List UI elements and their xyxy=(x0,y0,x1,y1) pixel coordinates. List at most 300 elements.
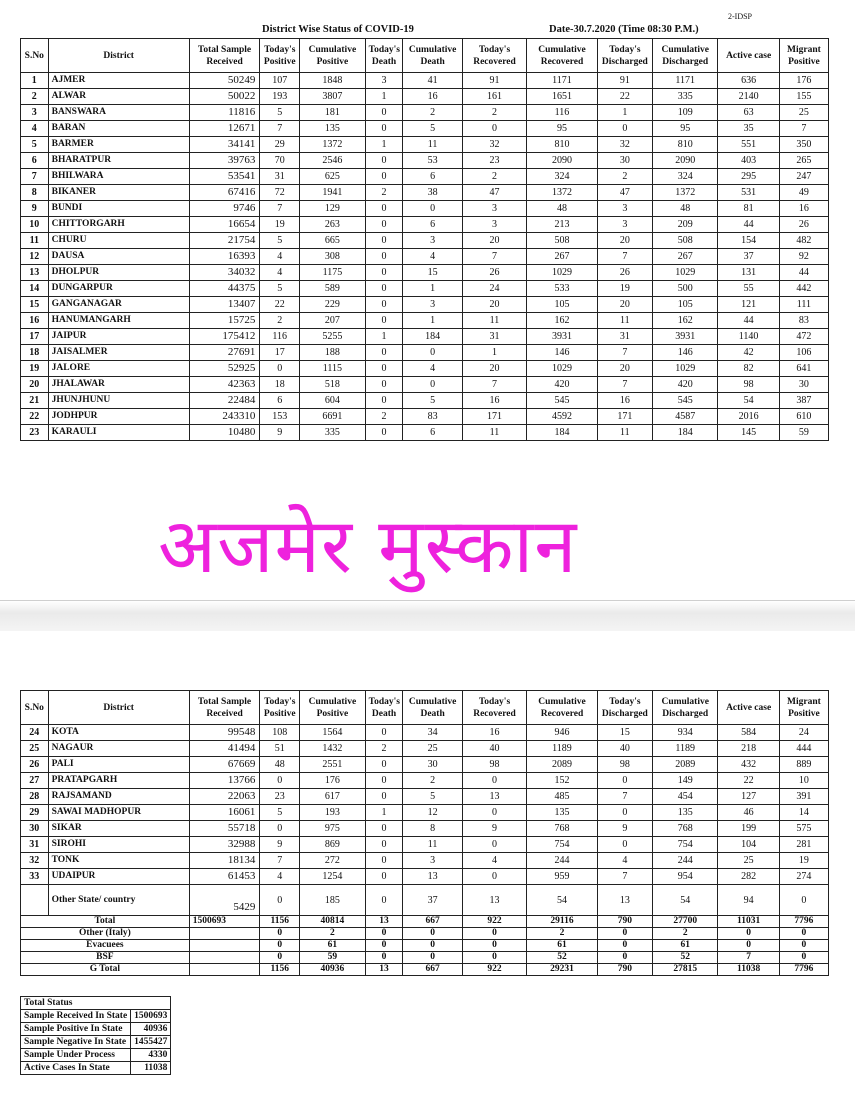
district-name: AJMER xyxy=(48,73,189,89)
serial-number: 17 xyxy=(21,329,49,345)
cumulative-positive: 129 xyxy=(300,201,365,217)
summary-label: Other (Italy) xyxy=(21,928,190,940)
table-row xyxy=(21,805,829,821)
migrant-positive: 482 xyxy=(779,233,828,249)
column-header: Cumulative Discharged xyxy=(652,691,717,725)
summary-value: 61 xyxy=(652,940,717,952)
cumulative-death: 2 xyxy=(403,773,462,789)
cumulative-recovered: 1372 xyxy=(527,185,598,201)
summary-value: 40936 xyxy=(300,964,365,976)
todays-discharged: 31 xyxy=(597,329,652,345)
migrant-positive: 281 xyxy=(779,837,828,853)
cumulative-death: 1 xyxy=(403,281,462,297)
todays-positive: 5 xyxy=(260,105,300,121)
summary-value xyxy=(189,964,260,976)
total-sample-received: 50022 xyxy=(189,89,260,105)
table-row xyxy=(21,869,829,885)
table-row xyxy=(21,169,829,185)
todays-recovered: 16 xyxy=(462,725,526,741)
todays-discharged: 98 xyxy=(597,757,652,773)
todays-recovered: 20 xyxy=(462,361,526,377)
district-name: KARAULI xyxy=(48,425,189,441)
migrant-positive: 106 xyxy=(779,345,828,361)
todays-death: 3 xyxy=(365,73,403,89)
active-case: 121 xyxy=(718,297,779,313)
active-case: 82 xyxy=(718,361,779,377)
active-case: 131 xyxy=(718,265,779,281)
summary-value: 11031 xyxy=(718,916,779,928)
table-row xyxy=(21,345,829,361)
todays-discharged: 22 xyxy=(597,89,652,105)
todays-discharged: 9 xyxy=(597,821,652,837)
cumulative-discharged: 754 xyxy=(652,837,717,853)
active-case: 25 xyxy=(718,853,779,869)
total-sample-received: 53541 xyxy=(189,169,260,185)
cumulative-positive: 229 xyxy=(300,297,365,313)
serial-number: 18 xyxy=(21,345,49,361)
serial-number: 14 xyxy=(21,281,49,297)
todays-positive: 19 xyxy=(260,217,300,233)
migrant-positive: 24 xyxy=(779,725,828,741)
todays-discharged: 20 xyxy=(597,233,652,249)
todays-positive: 48 xyxy=(260,757,300,773)
form-code: 2-IDSP xyxy=(728,12,753,21)
cumulative-death: 6 xyxy=(403,217,462,233)
cumulative-positive: 308 xyxy=(300,249,365,265)
todays-discharged: 0 xyxy=(597,805,652,821)
status-label: Active Cases In State xyxy=(21,1062,131,1075)
cumulative-recovered: 267 xyxy=(527,249,598,265)
column-header: Migrant Positive xyxy=(779,691,828,725)
todays-death: 0 xyxy=(365,837,403,853)
cumulative-death: 30 xyxy=(403,757,462,773)
total-status-table xyxy=(20,996,171,1075)
serial-number: 20 xyxy=(21,377,49,393)
district-name: UDAIPUR xyxy=(48,869,189,885)
summary-value: 29231 xyxy=(527,964,598,976)
migrant-positive: 25 xyxy=(779,105,828,121)
serial-number: 22 xyxy=(21,409,49,425)
active-case: 81 xyxy=(718,201,779,217)
todays-death: 0 xyxy=(365,885,403,916)
column-header: Total Sample Received xyxy=(189,39,260,73)
summary-value: 1500693 xyxy=(189,916,260,928)
todays-discharged: 171 xyxy=(597,409,652,425)
active-case: 55 xyxy=(718,281,779,297)
table-row xyxy=(21,741,829,757)
district-name: JALORE xyxy=(48,361,189,377)
district-name: DHOLPUR xyxy=(48,265,189,281)
todays-discharged: 3 xyxy=(597,217,652,233)
cumulative-discharged: 545 xyxy=(652,393,717,409)
serial-number: 25 xyxy=(21,741,49,757)
cumulative-discharged: 324 xyxy=(652,169,717,185)
migrant-positive: 247 xyxy=(779,169,828,185)
active-case: 44 xyxy=(718,217,779,233)
cumulative-positive: 135 xyxy=(300,121,365,137)
todays-positive: 5 xyxy=(260,805,300,821)
serial-number: 7 xyxy=(21,169,49,185)
migrant-positive: 111 xyxy=(779,297,828,313)
column-header: Cumulative Recovered xyxy=(527,691,598,725)
summary-value: 2 xyxy=(527,928,598,940)
migrant-positive: 176 xyxy=(779,73,828,89)
cumulative-recovered: 116 xyxy=(527,105,598,121)
summary-value: 922 xyxy=(462,964,526,976)
status-row xyxy=(21,1062,171,1075)
todays-discharged: 16 xyxy=(597,393,652,409)
cumulative-discharged: 934 xyxy=(652,725,717,741)
todays-death: 0 xyxy=(365,297,403,313)
todays-positive: 5 xyxy=(260,233,300,249)
serial-number: 26 xyxy=(21,757,49,773)
cumulative-death: 83 xyxy=(403,409,462,425)
cumulative-discharged: 1029 xyxy=(652,265,717,281)
table-row xyxy=(21,377,829,393)
total-sample-received: 5429 xyxy=(189,885,260,916)
migrant-positive: 610 xyxy=(779,409,828,425)
column-header: Total Sample Received xyxy=(189,691,260,725)
cumulative-recovered: 162 xyxy=(527,313,598,329)
migrant-positive: 391 xyxy=(779,789,828,805)
district-name: BUNDI xyxy=(48,201,189,217)
cumulative-death: 41 xyxy=(403,73,462,89)
table-row xyxy=(21,73,829,89)
total-sample-received: 34032 xyxy=(189,265,260,281)
serial-number: 30 xyxy=(21,821,49,837)
summary-value: 0 xyxy=(718,928,779,940)
report-date: Date-30.7.2020 (Time 08:30 P.M.) xyxy=(549,24,699,35)
table-row xyxy=(21,393,829,409)
column-header: Today's Recovered xyxy=(462,691,526,725)
migrant-positive: 49 xyxy=(779,185,828,201)
cumulative-discharged: 149 xyxy=(652,773,717,789)
summary-value: 0 xyxy=(365,952,403,964)
cumulative-positive: 1432 xyxy=(300,741,365,757)
todays-positive: 108 xyxy=(260,725,300,741)
cumulative-discharged: 135 xyxy=(652,805,717,821)
todays-death: 0 xyxy=(365,757,403,773)
district-name: BARMER xyxy=(48,137,189,153)
todays-death: 0 xyxy=(365,821,403,837)
cumulative-death: 8 xyxy=(403,821,462,837)
table-row xyxy=(21,265,829,281)
total-sample-received: 52925 xyxy=(189,361,260,377)
todays-discharged: 0 xyxy=(597,773,652,789)
district-name: NAGAUR xyxy=(48,741,189,757)
todays-positive: 29 xyxy=(260,137,300,153)
cumulative-death: 34 xyxy=(403,725,462,741)
serial-number: 5 xyxy=(21,137,49,153)
migrant-positive: 16 xyxy=(779,201,828,217)
todays-positive: 6 xyxy=(260,393,300,409)
todays-death: 0 xyxy=(365,265,403,281)
summary-label: Total xyxy=(21,916,190,928)
active-case: 63 xyxy=(718,105,779,121)
cumulative-positive: 1372 xyxy=(300,137,365,153)
active-case: 54 xyxy=(718,393,779,409)
status-label: Sample Positive In State xyxy=(21,1023,131,1036)
todays-discharged: 19 xyxy=(597,281,652,297)
todays-death: 0 xyxy=(365,789,403,805)
table-row xyxy=(21,885,829,916)
table-row xyxy=(21,329,829,345)
summary-row xyxy=(21,916,829,928)
todays-discharged: 2 xyxy=(597,169,652,185)
active-case: 432 xyxy=(718,757,779,773)
todays-positive: 116 xyxy=(260,329,300,345)
district-name: GANGANAGAR xyxy=(48,297,189,313)
active-case: 127 xyxy=(718,789,779,805)
todays-positive: 7 xyxy=(260,121,300,137)
serial-number: 4 xyxy=(21,121,49,137)
cumulative-positive: 1254 xyxy=(300,869,365,885)
todays-discharged: 7 xyxy=(597,869,652,885)
cumulative-recovered: 3931 xyxy=(527,329,598,345)
cumulative-discharged: 454 xyxy=(652,789,717,805)
todays-recovered: 32 xyxy=(462,137,526,153)
serial-number: 8 xyxy=(21,185,49,201)
active-case: 35 xyxy=(718,121,779,137)
todays-death: 0 xyxy=(365,773,403,789)
table-row xyxy=(21,853,829,869)
todays-death: 0 xyxy=(365,869,403,885)
migrant-positive: 889 xyxy=(779,757,828,773)
todays-recovered: 7 xyxy=(462,377,526,393)
todays-positive: 70 xyxy=(260,153,300,169)
migrant-positive: 14 xyxy=(779,805,828,821)
todays-discharged: 26 xyxy=(597,265,652,281)
table-row xyxy=(21,281,829,297)
todays-death: 1 xyxy=(365,137,403,153)
todays-death: 2 xyxy=(365,741,403,757)
summary-value: 52 xyxy=(527,952,598,964)
cumulative-discharged: 3931 xyxy=(652,329,717,345)
column-header: Today's Recovered xyxy=(462,39,526,73)
total-sample-received: 55718 xyxy=(189,821,260,837)
district-name: PRATAPGARH xyxy=(48,773,189,789)
migrant-positive: 19 xyxy=(779,853,828,869)
summary-value: 2 xyxy=(652,928,717,940)
todays-recovered: 20 xyxy=(462,297,526,313)
district-name: RAJSAMAND xyxy=(48,789,189,805)
cumulative-death: 3 xyxy=(403,233,462,249)
table-row xyxy=(21,217,829,233)
cumulative-recovered: 105 xyxy=(527,297,598,313)
todays-death: 1 xyxy=(365,805,403,821)
table-row xyxy=(21,837,829,853)
todays-discharged: 15 xyxy=(597,725,652,741)
cumulative-positive: 181 xyxy=(300,105,365,121)
serial-number: 23 xyxy=(21,425,49,441)
summary-value: 0 xyxy=(462,952,526,964)
todays-discharged: 11 xyxy=(597,425,652,441)
cumulative-discharged: 162 xyxy=(652,313,717,329)
active-case: 2140 xyxy=(718,89,779,105)
summary-value: 667 xyxy=(403,916,462,928)
migrant-positive: 10 xyxy=(779,773,828,789)
cumulative-positive: 1848 xyxy=(300,73,365,89)
summary-value: 0 xyxy=(462,928,526,940)
district-name: BARAN xyxy=(48,121,189,137)
cumulative-discharged: 2089 xyxy=(652,757,717,773)
column-header: District xyxy=(48,39,189,73)
cumulative-discharged: 1372 xyxy=(652,185,717,201)
district-table-part-2 xyxy=(20,690,829,976)
todays-positive: 193 xyxy=(260,89,300,105)
district-name: SAWAI MADHOPUR xyxy=(48,805,189,821)
total-sample-received: 22484 xyxy=(189,393,260,409)
cumulative-positive: 185 xyxy=(300,885,365,916)
serial-number: 12 xyxy=(21,249,49,265)
serial-number: 31 xyxy=(21,837,49,853)
todays-positive: 22 xyxy=(260,297,300,313)
column-header: Today's Positive xyxy=(260,691,300,725)
district-name: CHITTORGARH xyxy=(48,217,189,233)
total-sample-received: 67669 xyxy=(189,757,260,773)
status-label: Sample Under Process xyxy=(21,1049,131,1062)
todays-recovered: 13 xyxy=(462,789,526,805)
cumulative-discharged: 335 xyxy=(652,89,717,105)
migrant-positive: 472 xyxy=(779,329,828,345)
cumulative-discharged: 4587 xyxy=(652,409,717,425)
todays-discharged: 47 xyxy=(597,185,652,201)
column-header: Cumulative Positive xyxy=(300,39,365,73)
cumulative-recovered: 946 xyxy=(527,725,598,741)
todays-death: 0 xyxy=(365,313,403,329)
cumulative-discharged: 508 xyxy=(652,233,717,249)
column-header: S.No xyxy=(21,39,49,73)
cumulative-positive: 589 xyxy=(300,281,365,297)
cumulative-positive: 1115 xyxy=(300,361,365,377)
todays-death: 0 xyxy=(365,345,403,361)
summary-value: 7796 xyxy=(779,916,828,928)
summary-value: 0 xyxy=(365,928,403,940)
total-sample-received: 41494 xyxy=(189,741,260,757)
serial-number: 10 xyxy=(21,217,49,233)
summary-label: Evacuees xyxy=(21,940,190,952)
table-row xyxy=(21,121,829,137)
total-sample-received: 32988 xyxy=(189,837,260,853)
summary-value: 0 xyxy=(597,940,652,952)
todays-death: 0 xyxy=(365,169,403,185)
total-sample-received: 44375 xyxy=(189,281,260,297)
district-name: ALWAR xyxy=(48,89,189,105)
active-case: 199 xyxy=(718,821,779,837)
summary-value: 0 xyxy=(718,940,779,952)
cumulative-recovered: 135 xyxy=(527,805,598,821)
cumulative-positive: 2546 xyxy=(300,153,365,169)
summary-value: 29116 xyxy=(527,916,598,928)
total-sample-received: 27691 xyxy=(189,345,260,361)
district-name: JHALAWAR xyxy=(48,377,189,393)
table-row xyxy=(21,185,829,201)
table-row xyxy=(21,249,829,265)
cumulative-positive: 869 xyxy=(300,837,365,853)
cumulative-recovered: 810 xyxy=(527,137,598,153)
todays-discharged: 4 xyxy=(597,853,652,869)
todays-discharged: 0 xyxy=(597,121,652,137)
todays-death: 0 xyxy=(365,425,403,441)
todays-discharged: 30 xyxy=(597,153,652,169)
total-sample-received: 13407 xyxy=(189,297,260,313)
todays-recovered: 3 xyxy=(462,217,526,233)
status-value: 1455427 xyxy=(131,1036,171,1049)
serial-number: 16 xyxy=(21,313,49,329)
total-sample-received: 67416 xyxy=(189,185,260,201)
total-sample-received: 12671 xyxy=(189,121,260,137)
todays-recovered: 0 xyxy=(462,805,526,821)
column-header: Active case xyxy=(718,39,779,73)
active-case: 1140 xyxy=(718,329,779,345)
cumulative-positive: 975 xyxy=(300,821,365,837)
cumulative-death: 38 xyxy=(403,185,462,201)
cumulative-recovered: 54 xyxy=(527,885,598,916)
table-row xyxy=(21,821,829,837)
cumulative-death: 16 xyxy=(403,89,462,105)
todays-positive: 107 xyxy=(260,73,300,89)
status-label: Sample Received In State xyxy=(21,1010,131,1023)
serial-number: 24 xyxy=(21,725,49,741)
summary-label: BSF xyxy=(21,952,190,964)
serial-number: 19 xyxy=(21,361,49,377)
cumulative-recovered: 152 xyxy=(527,773,598,789)
serial-number: 33 xyxy=(21,869,49,885)
total-sample-received: 22063 xyxy=(189,789,260,805)
serial-number: 1 xyxy=(21,73,49,89)
cumulative-death: 5 xyxy=(403,121,462,137)
cumulative-positive: 6691 xyxy=(300,409,365,425)
cumulative-positive: 188 xyxy=(300,345,365,361)
summary-row xyxy=(21,964,829,976)
cumulative-positive: 1175 xyxy=(300,265,365,281)
cumulative-recovered: 184 xyxy=(527,425,598,441)
todays-recovered: 91 xyxy=(462,73,526,89)
cumulative-death: 1 xyxy=(403,313,462,329)
todays-recovered: 0 xyxy=(462,773,526,789)
cumulative-death: 184 xyxy=(403,329,462,345)
summary-value: 40814 xyxy=(300,916,365,928)
todays-discharged: 20 xyxy=(597,297,652,313)
todays-positive: 0 xyxy=(260,773,300,789)
todays-recovered: 9 xyxy=(462,821,526,837)
cumulative-discharged: 2090 xyxy=(652,153,717,169)
total-sample-received: 42363 xyxy=(189,377,260,393)
todays-discharged: 0 xyxy=(597,837,652,853)
todays-positive: 4 xyxy=(260,249,300,265)
cumulative-death: 11 xyxy=(403,137,462,153)
summary-value: 0 xyxy=(403,928,462,940)
cumulative-recovered: 768 xyxy=(527,821,598,837)
cumulative-recovered: 1029 xyxy=(527,265,598,281)
todays-recovered: 31 xyxy=(462,329,526,345)
table-row xyxy=(21,725,829,741)
todays-discharged: 1 xyxy=(597,105,652,121)
cumulative-recovered: 1171 xyxy=(527,73,598,89)
summary-value: 667 xyxy=(403,964,462,976)
total-sample-received: 175412 xyxy=(189,329,260,345)
cumulative-death: 3 xyxy=(403,853,462,869)
todays-positive: 9 xyxy=(260,837,300,853)
district-name: JHUNJHUNU xyxy=(48,393,189,409)
active-case: 22 xyxy=(718,773,779,789)
total-sample-received: 16393 xyxy=(189,249,260,265)
todays-discharged: 7 xyxy=(597,789,652,805)
active-case: 44 xyxy=(718,313,779,329)
summary-value: 0 xyxy=(779,952,828,964)
table-row xyxy=(21,105,829,121)
serial-number: 32 xyxy=(21,853,49,869)
